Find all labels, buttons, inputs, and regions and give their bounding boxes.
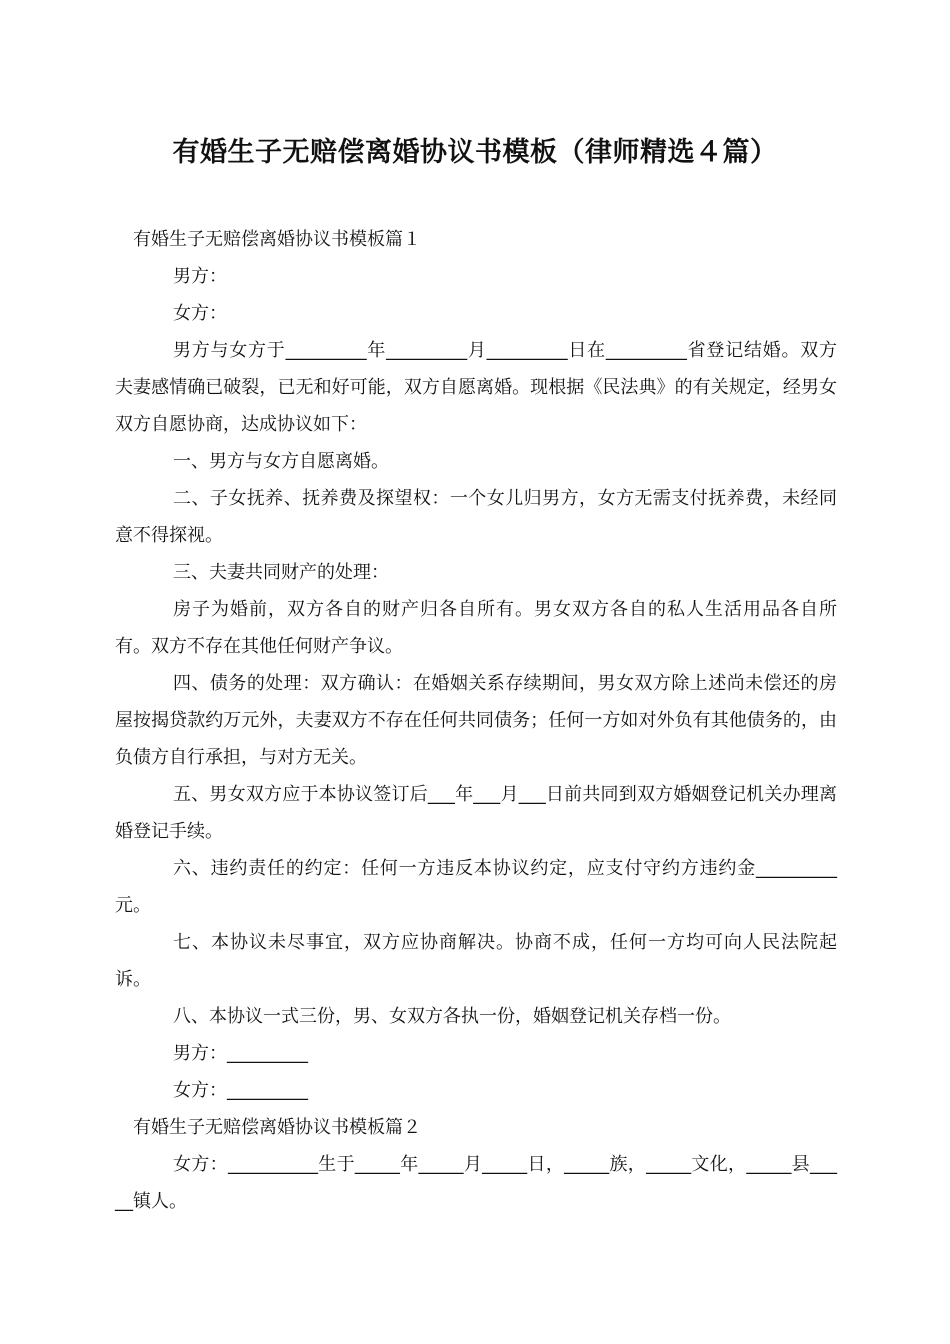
- section-2-heading: 有婚生子无赔偿离婚协议书模板篇２: [133, 1117, 421, 1138]
- male-signature-line: 男方：_________: [173, 1043, 308, 1064]
- clause-7: 七、本协议未尽事宜，双方应协商解决。协商不成，任何一方均可向人民法院起诉。: [115, 932, 837, 990]
- male-party-label: 男方：: [173, 266, 227, 287]
- clause-2: 二、子女抚养、抚养费及探望权：一个女儿归男方，女方无需支付抚养费，未经同意不得探视。: [115, 488, 837, 546]
- female-info-paragraph: 女方：__________生于_____年_____月_____日，_____族，_____文化，_____县_____镇人。: [115, 1154, 837, 1212]
- document-title: 有婚生子无赔偿离婚协议书模板（律师精选４篇）: [172, 137, 778, 168]
- document-body: [115, 221, 837, 1220]
- clause-3: 三、夫妻共同财产的处理：: [173, 562, 389, 583]
- clause-5: 五、男女双方应于本协议签订后___年___月___日前共同到双方婚姻登记机关办理离婚登记手续。: [115, 784, 837, 842]
- clause-8: 八、本协议一式三份，男、女双方各执一份，婚姻登记机关存档一份。: [173, 1006, 731, 1027]
- intro-paragraph: 男方与女方于_________年_________月_________日在_________省登记结婚。双方夫妻感情确已破裂，已无和好可能，双方自愿离婚。现根据《民法典》的有关规定，经男女双方自愿协商，达成协议如下：: [115, 340, 837, 435]
- section-1-heading: 有婚生子无赔偿离婚协议书模板篇１: [133, 229, 421, 250]
- clause-6: 六、违约责任的约定：任何一方违反本协议约定，应支付守约方违约金_________元。: [115, 858, 837, 916]
- female-signature-line: 女方：_________: [173, 1080, 308, 1101]
- clause-4: 四、债务的处理：双方确认：在婚姻关系存续期间，男女双方除上述尚未偿还的房屋按揭贷款约万元外，夫妻双方不存在任何共同债务；任何一方如对外负有其他债务的，由负债方自行承担，与对方无关。: [115, 673, 837, 768]
- clause-3-detail: 房子为婚前，双方各自的财产归各自所有。男女双方各自的私人生活用品各自所有。双方不存在其他任何财产争议。: [115, 599, 837, 657]
- clause-1: 一、男方与女方自愿离婚。: [173, 451, 389, 472]
- female-party-label: 女方：: [173, 303, 227, 324]
